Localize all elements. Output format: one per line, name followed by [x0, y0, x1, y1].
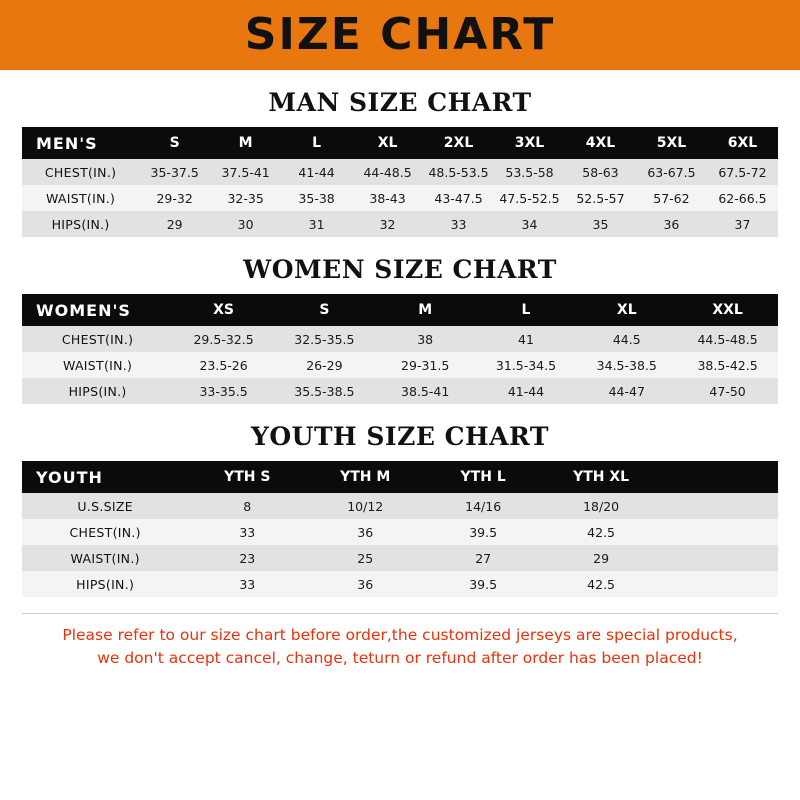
women-cell: 26-29: [274, 352, 375, 378]
men-col-header: 4XL: [565, 127, 636, 159]
men-col-header: S: [139, 127, 210, 159]
women-row-label: WAIST(IN.): [22, 352, 173, 378]
youth-cell: 36: [306, 519, 424, 545]
women-col-header: M: [375, 294, 476, 326]
women-col-header: L: [476, 294, 577, 326]
women-cell: 38.5-42.5: [677, 352, 778, 378]
youth-cell-spacer: [660, 571, 778, 597]
men-cell: 48.5-53.5: [423, 159, 494, 185]
men-col-header: L: [281, 127, 352, 159]
men-cell: 41-44: [281, 159, 352, 185]
women-cell: 44.5: [576, 326, 677, 352]
youth-cell: 18/20: [542, 493, 660, 519]
youth-cell: 42.5: [542, 571, 660, 597]
women-cell: 44.5-48.5: [677, 326, 778, 352]
women-cell: 33-35.5: [173, 378, 274, 404]
youth-col-header: YTH S: [188, 461, 306, 493]
youth-cell: 42.5: [542, 519, 660, 545]
youth-col-header: YTH L: [424, 461, 542, 493]
youth-cell-spacer: [660, 545, 778, 571]
women-cell: 32.5-35.5: [274, 326, 375, 352]
youth-size-table: [22, 461, 778, 597]
women-cell: 35.5-38.5: [274, 378, 375, 404]
men-cell: 43-47.5: [423, 185, 494, 211]
youth-cell: 8: [188, 493, 306, 519]
footer-note-line-2: we don't accept cancel, change, teturn or refund after order has been placed!: [97, 649, 703, 668]
table-row: [22, 159, 778, 185]
men-cell: 36: [636, 211, 707, 237]
men-size-table: [22, 127, 778, 237]
youth-cell-spacer: [660, 519, 778, 545]
men-cell: 29-32: [139, 185, 210, 211]
chart-content: [0, 88, 800, 671]
table-row: [22, 326, 778, 352]
youth-cell: 29: [542, 545, 660, 571]
men-cell: 57-62: [636, 185, 707, 211]
men-col-header: 5XL: [636, 127, 707, 159]
page-title: SIZE CHART: [244, 9, 556, 60]
men-cell: 29: [139, 211, 210, 237]
men-row-label: WAIST(IN.): [22, 185, 139, 211]
youth-row-label: WAIST(IN.): [22, 545, 188, 571]
men-cell: 38-43: [352, 185, 423, 211]
table-row: [22, 493, 778, 519]
footer-note: [22, 613, 778, 671]
women-corner-label: WOMEN'S: [22, 294, 173, 326]
men-cell: 35-37.5: [139, 159, 210, 185]
men-col-header: XL: [352, 127, 423, 159]
women-row-label: HIPS(IN.): [22, 378, 173, 404]
men-cell: 37.5-41: [210, 159, 281, 185]
women-cell: 29.5-32.5: [173, 326, 274, 352]
youth-cell: 33: [188, 571, 306, 597]
section-title-men: MAN SIZE CHART: [268, 88, 532, 117]
men-cell: 31: [281, 211, 352, 237]
men-corner-label: MEN'S: [22, 127, 139, 159]
men-col-header: 6XL: [707, 127, 778, 159]
men-cell: 63-67.5: [636, 159, 707, 185]
youth-row-label: CHEST(IN.): [22, 519, 188, 545]
youth-cell: 27: [424, 545, 542, 571]
table-row: [22, 378, 778, 404]
section-title-women: WOMEN SIZE CHART: [243, 255, 557, 284]
men-cell: 67.5-72: [707, 159, 778, 185]
men-cell: 32: [352, 211, 423, 237]
men-row-label: HIPS(IN.): [22, 211, 139, 237]
section-title-youth: YOUTH SIZE CHART: [251, 422, 549, 451]
women-row-label: CHEST(IN.): [22, 326, 173, 352]
youth-cell-spacer: [660, 493, 778, 519]
men-cell: 35: [565, 211, 636, 237]
youth-cell: 36: [306, 571, 424, 597]
men-cell: 62-66.5: [707, 185, 778, 211]
women-col-header: XS: [173, 294, 274, 326]
women-cell: 34.5-38.5: [576, 352, 677, 378]
women-cell: 41: [476, 326, 577, 352]
men-cell: 34: [494, 211, 565, 237]
men-col-header: 3XL: [494, 127, 565, 159]
youth-col-header: YTH XL: [542, 461, 660, 493]
women-cell: 41-44: [476, 378, 577, 404]
table-header-row: [22, 461, 778, 493]
youth-cell: 39.5: [424, 571, 542, 597]
table-header-row: [22, 294, 778, 326]
youth-cell: 39.5: [424, 519, 542, 545]
men-col-header: 2XL: [423, 127, 494, 159]
table-row: [22, 185, 778, 211]
men-cell: 53.5-58: [494, 159, 565, 185]
women-cell: 31.5-34.5: [476, 352, 577, 378]
youth-row-label: U.S.SIZE: [22, 493, 188, 519]
men-cell: 33: [423, 211, 494, 237]
women-cell: 29-31.5: [375, 352, 476, 378]
women-cell: 38.5-41: [375, 378, 476, 404]
men-cell: 37: [707, 211, 778, 237]
men-cell: 30: [210, 211, 281, 237]
women-col-header: XXL: [677, 294, 778, 326]
footer-note-line-1: Please refer to our size chart before order,the customized jerseys are special products,: [62, 626, 738, 644]
men-cell: 52.5-57: [565, 185, 636, 211]
youth-row-label: HIPS(IN.): [22, 571, 188, 597]
youth-cell: 10/12: [306, 493, 424, 519]
table-row: [22, 519, 778, 545]
women-cell: 47-50: [677, 378, 778, 404]
table-header-row: [22, 127, 778, 159]
youth-col-header: YTH M: [306, 461, 424, 493]
women-cell: 38: [375, 326, 476, 352]
youth-cell: 14/16: [424, 493, 542, 519]
women-size-table: [22, 294, 778, 404]
table-row: [22, 571, 778, 597]
women-cell: 23.5-26: [173, 352, 274, 378]
youth-cell: 23: [188, 545, 306, 571]
table-row: [22, 352, 778, 378]
youth-corner-label: YOUTH: [22, 461, 188, 493]
youth-col-spacer: [660, 461, 778, 493]
men-cell: 47.5-52.5: [494, 185, 565, 211]
table-row: [22, 211, 778, 237]
women-col-header: XL: [576, 294, 677, 326]
men-cell: 58-63: [565, 159, 636, 185]
header-banner: [0, 0, 800, 70]
youth-cell: 33: [188, 519, 306, 545]
men-cell: 35-38: [281, 185, 352, 211]
men-row-label: CHEST(IN.): [22, 159, 139, 185]
men-cell: 44-48.5: [352, 159, 423, 185]
women-col-header: S: [274, 294, 375, 326]
table-row: [22, 545, 778, 571]
men-cell: 32-35: [210, 185, 281, 211]
women-cell: 44-47: [576, 378, 677, 404]
men-col-header: M: [210, 127, 281, 159]
youth-cell: 25: [306, 545, 424, 571]
